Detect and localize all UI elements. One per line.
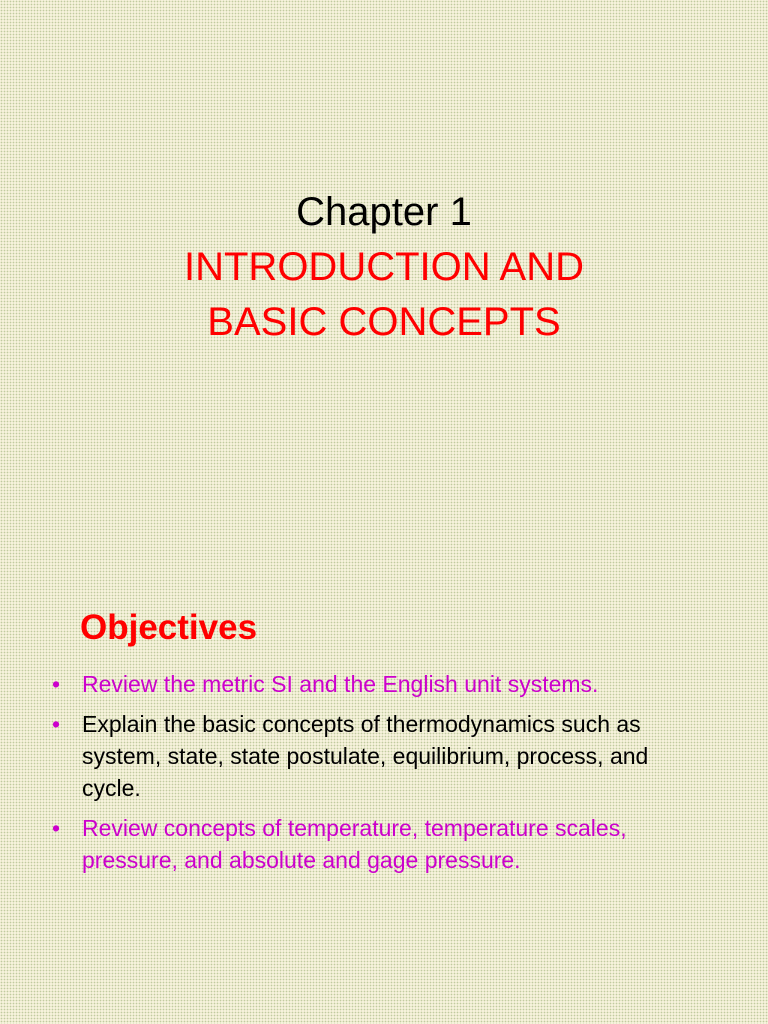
bullet-icon: •	[52, 815, 61, 841]
objective-text-3: Review concepts of temperature, temperature scales, pressure, and absolute and gage pressure.	[82, 815, 627, 873]
objective-item-2	[48, 708, 708, 804]
title-line-2: BASIC CONCEPTS	[207, 300, 561, 344]
chapter-label: Chapter 1	[296, 190, 472, 234]
title-block	[0, 184, 768, 350]
objective-item-1	[48, 668, 708, 700]
objective-text-1: Review the metric SI and the English unit systems.	[82, 671, 599, 697]
bullet-icon: •	[52, 671, 61, 697]
objectives-list	[48, 668, 708, 884]
title-line-1: INTRODUCTION AND	[184, 245, 584, 289]
objective-item-3	[48, 812, 708, 876]
bullet-icon: •	[52, 711, 61, 737]
objective-text-2: Explain the basic concepts of thermodynamics such as system, state, state postulate, equilibrium, process, and cycle.	[82, 711, 649, 801]
objectives-heading: Objectives	[80, 608, 258, 647]
